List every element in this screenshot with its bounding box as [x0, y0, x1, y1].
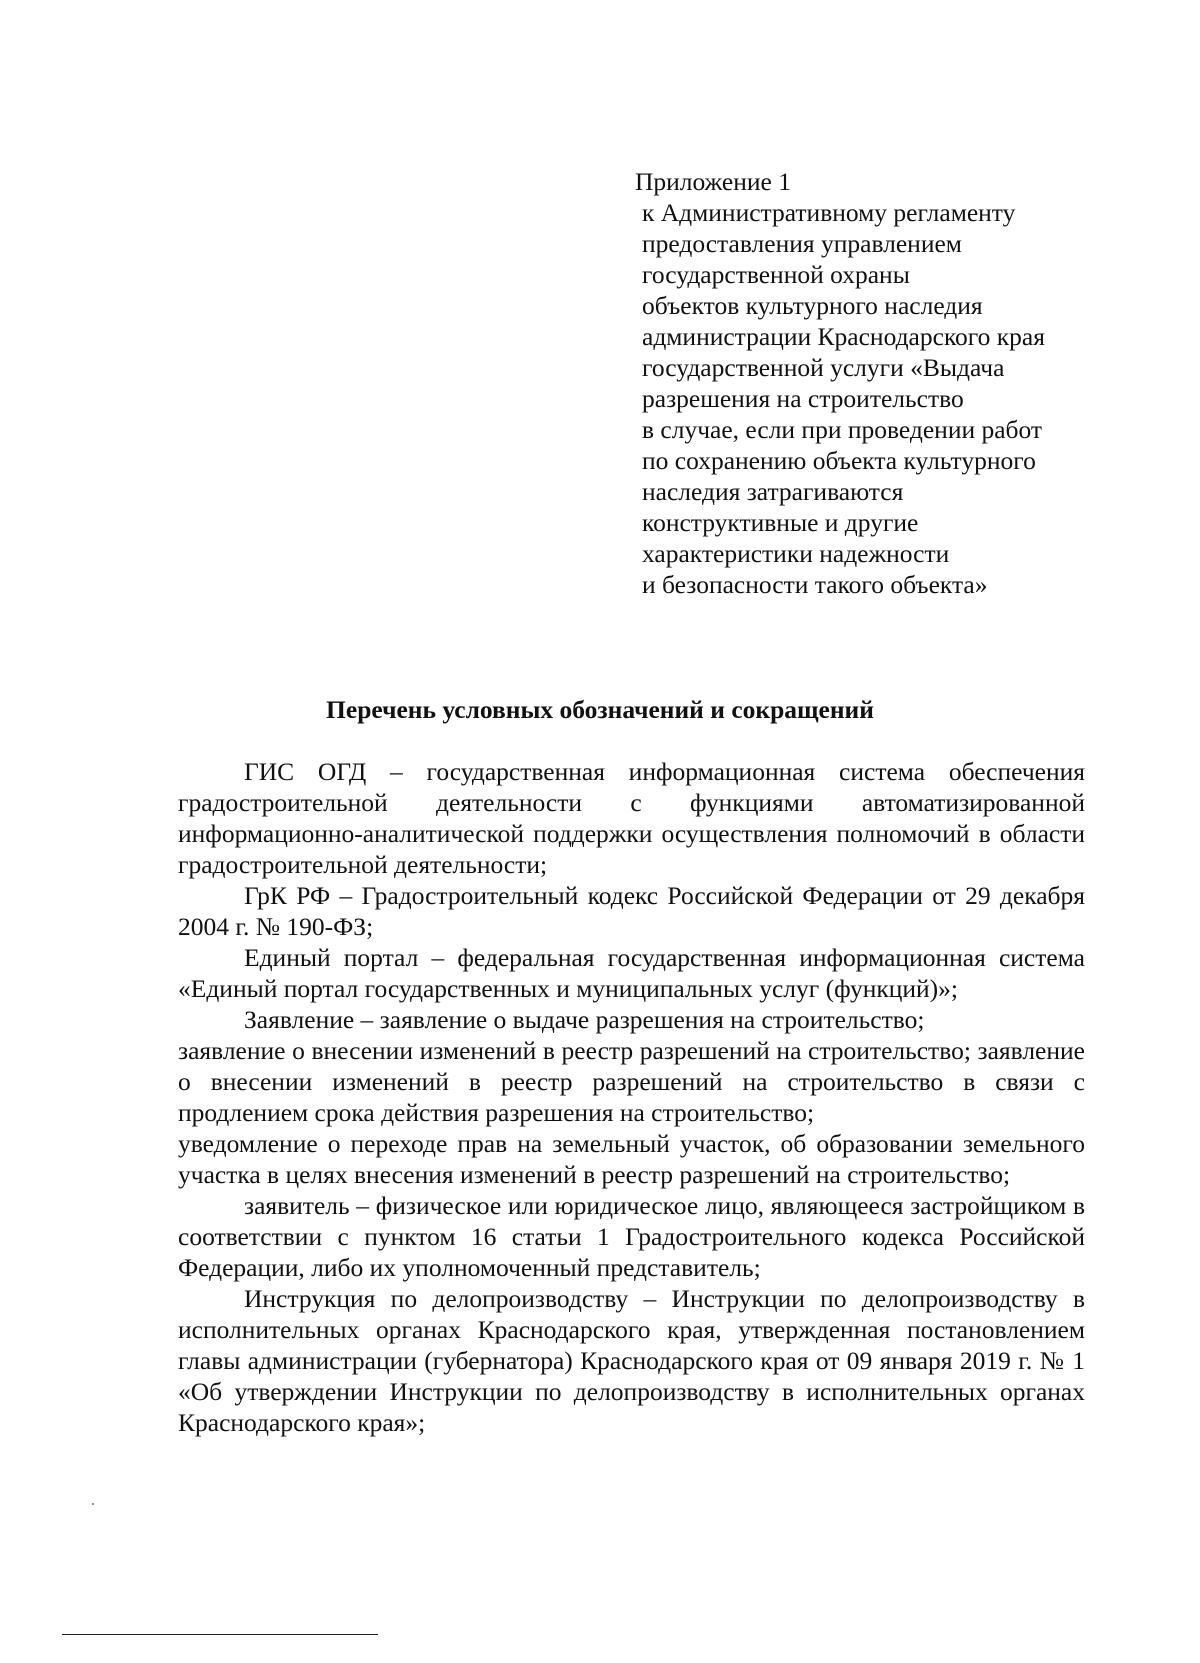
- document-body: [178, 756, 1085, 1438]
- appendix-line: Приложение 1: [635, 167, 791, 196]
- appendix-line: характеристики надежности: [642, 539, 950, 568]
- definition-paragraph: ГрК РФ – Градостроительный кодекс Российской Федерации от 29 декабря 2004 г. № 190-ФЗ;: [178, 881, 1085, 941]
- appendix-line: государственной охраны: [642, 260, 910, 289]
- footnote-separator-line: [62, 1634, 378, 1635]
- scan-speck: [92, 1503, 94, 1505]
- definition-paragraph: уведомление о переходе прав на земельный участок, об образовании земельного участка в целях внесения изменений в реестр разрешений на строительство;: [178, 1129, 1085, 1189]
- appendix-line: наследия затрагиваются: [642, 477, 904, 506]
- appendix-line: в случае, если при проведении работ: [642, 415, 1043, 444]
- definition-paragraph: ГИС ОГД – государственная информационная система обеспечения градостроительной деятельности с функциями автоматизированной информационно-аналитической поддержки осуществления полномочий в области градостроительной деятельности;: [178, 757, 1085, 879]
- appendix-line: государственной услуги «Выдача: [642, 353, 1005, 382]
- appendix-line: и безопасности такого объекта»: [642, 570, 988, 599]
- appendix-line: разрешения на строительство: [642, 384, 964, 413]
- definition-paragraph: Инструкция по делопроизводству – Инструкции по делопроизводству в исполнительных органах Краснодарского края, утвержденная постановлением главы администрации (губернатора) Краснодарского края от 09 января 2019 г. № 1 «Об утверждении Инструкции по делопроизводству в исполнительных органах Краснодарского края»;: [178, 1284, 1085, 1437]
- appendix-header: [635, 166, 1122, 600]
- appendix-line: конструктивные и другие: [642, 508, 919, 537]
- appendix-line: по сохранению объекта культурного: [642, 446, 1036, 475]
- definition-paragraph: Единый портал – федеральная государственная информационная система «Единый портал государственных и муниципальных услуг (функций)»;: [178, 943, 1085, 1003]
- appendix-line: к Административному регламенту: [642, 198, 1016, 227]
- definition-paragraph: заявитель – физическое или юридическое лицо, являющееся застройщиком в соответствии с пунктом 16 статьи 1 Градостроительного кодекса Российской Федерации, либо их уполномоченный представитель;: [178, 1191, 1085, 1282]
- definition-paragraph: заявление о внесении изменений в реестр разрешений на строительство; заявление о внесении изменений в реестр разрешений на строительство в связи с продлением срока действия разрешения на строительство;: [178, 1036, 1085, 1127]
- appendix-line: объектов культурного наследия: [642, 291, 983, 320]
- document-title: Перечень условных обозначений и сокращений: [326, 695, 874, 724]
- definition-paragraph: Заявление – заявление о выдаче разрешения на строительство;: [244, 1005, 925, 1034]
- appendix-line: администрации Краснодарского края: [642, 322, 1045, 351]
- appendix-line: предоставления управлением: [642, 229, 962, 258]
